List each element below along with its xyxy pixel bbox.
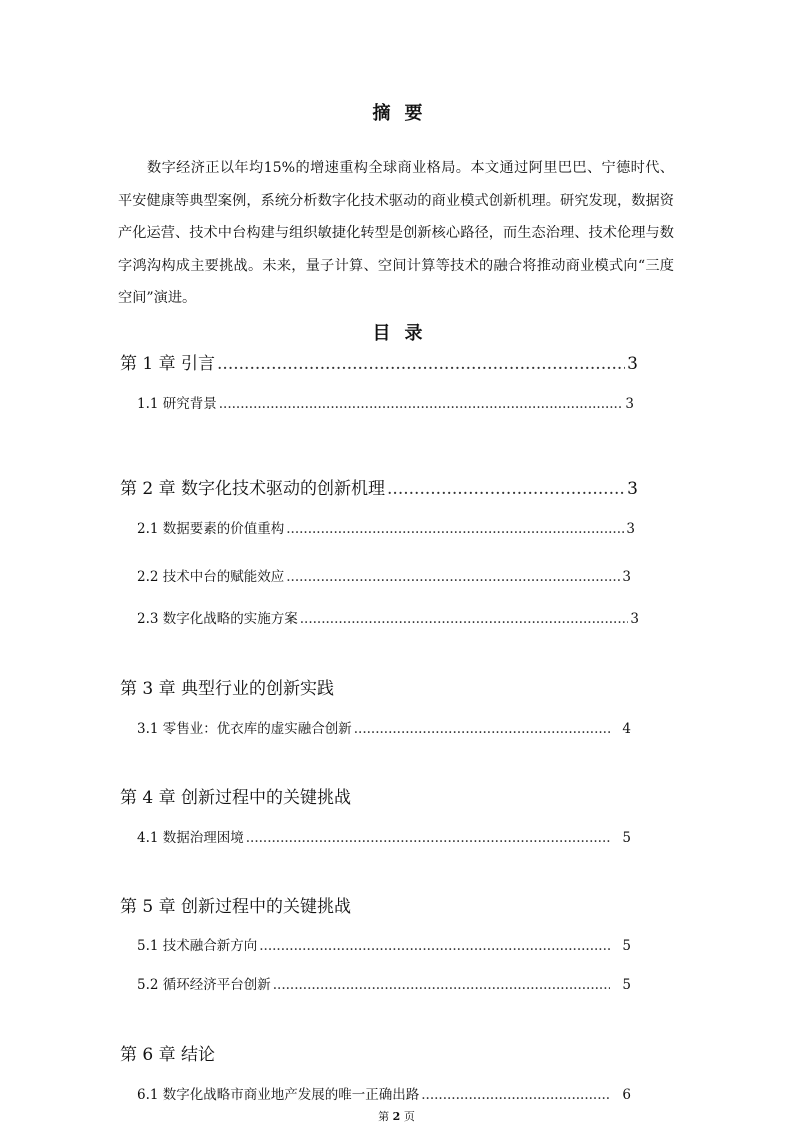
toc-entry-label: 4.1 数据治理困境 [137,830,244,846]
toc-entry-section-6-1[interactable] [137,1083,631,1103]
toc-entry-section-2-2[interactable] [137,565,631,585]
toc-entry-page: 5 [622,977,631,993]
toc-leader-dots [219,396,624,412]
toc-entry-chapter-2[interactable] [120,474,638,499]
toc-leader-dots [259,938,610,954]
toc-entry-chapter-3[interactable] [120,674,334,699]
toc-entry-label: 5.2 循环经济平台创新 [137,977,271,993]
footer-page-number: 2 [392,1110,401,1123]
toc-entry-page: 3 [622,569,631,585]
toc-entry-label: 5.1 技术融合新方向 [137,938,258,954]
toc-entry-section-4-1[interactable] [137,826,631,846]
toc-entry-page: 3 [625,396,634,412]
toc-entry-section-2-1[interactable] [137,517,635,537]
toc-title: 目录 [372,323,437,344]
toc-entry-page: 3 [627,479,638,499]
toc-entry-section-3-1[interactable] [137,717,631,737]
toc-entry-label: 第 6 章 结论 [120,1045,216,1065]
toc-entry-page: 6 [622,1087,631,1103]
toc-entry-label: 3.1 零售业：优衣库的虚实融合创新 [137,721,352,737]
footer-suffix: 页 [403,1110,415,1123]
toc-entry-page: 5 [622,938,631,954]
toc-entry-chapter-6[interactable] [120,1040,215,1065]
toc-entry-label: 第 3 章 典型行业的创新实践 [120,679,335,699]
toc-entry-label: 第 2 章 数字化技术驱动的创新机理 [120,479,386,499]
toc-entry-label: 第 4 章 创新过程中的关键挑战 [120,788,352,808]
toc-entry-section-5-1[interactable] [137,934,631,954]
toc-leader-dots [217,354,625,374]
toc-leader-dots [246,830,611,846]
toc-entry-section-1-1[interactable] [137,392,634,412]
toc-entry-label: 1.1 研究背景 [137,396,217,412]
toc-entry-label: 第 5 章 创新过程中的关键挑战 [120,897,352,917]
toc-leader-dots [286,569,620,585]
abstract-title: 摘要 [372,103,437,124]
toc-entry-label: 6.1 数字化战略市商业地产发展的唯一正确出路 [137,1087,420,1103]
footer-prefix: 第 [378,1110,390,1123]
toc-entry-chapter-5[interactable] [120,892,351,917]
toc-entry-chapter-1[interactable] [120,349,638,374]
toc-leader-dots [300,611,629,627]
toc-entry-page: 4 [622,721,631,737]
toc-entry-page: 3 [627,354,638,374]
toc-leader-dots [421,1087,610,1103]
toc-leader-dots [387,479,625,499]
toc-entry-page: 3 [626,521,635,537]
toc-entry-page: 3 [630,611,639,627]
toc-entry-section-5-2[interactable] [137,973,631,993]
toc-leader-dots [286,521,624,537]
toc-entry-label: 2.3 数字化战略的实施方案 [137,611,298,627]
toc-leader-dots [273,977,611,993]
toc-entry-label: 第 1 章 引言 [120,354,216,374]
abstract-body: 数字经济正以年均15%的增速重构全球商业格局。本文通过阿里巴巴、宁德时代、平安健康等典型案例，系统分析数字化技术驱动的商业模式创新机理。研究发现，数据资产化运营、技术中台构建与组织敏捷化转型是创新核心路径，而生态治理、技术伦理与数字鸿沟构成主要挑战。未来，量子计算、空间计算等技术的融合将推动商业模式向“三度空间”演进。 [118,160,674,306]
toc-entry-label: 2.1 数据要素的价值重构 [137,521,285,537]
toc-entry-section-2-3[interactable] [137,607,639,627]
toc-entry-label: 2.2 技术中台的赋能效应 [137,569,285,585]
toc-leader-dots [354,721,611,737]
toc-entry-chapter-4[interactable] [120,783,351,808]
toc-entry-page: 5 [622,830,631,846]
